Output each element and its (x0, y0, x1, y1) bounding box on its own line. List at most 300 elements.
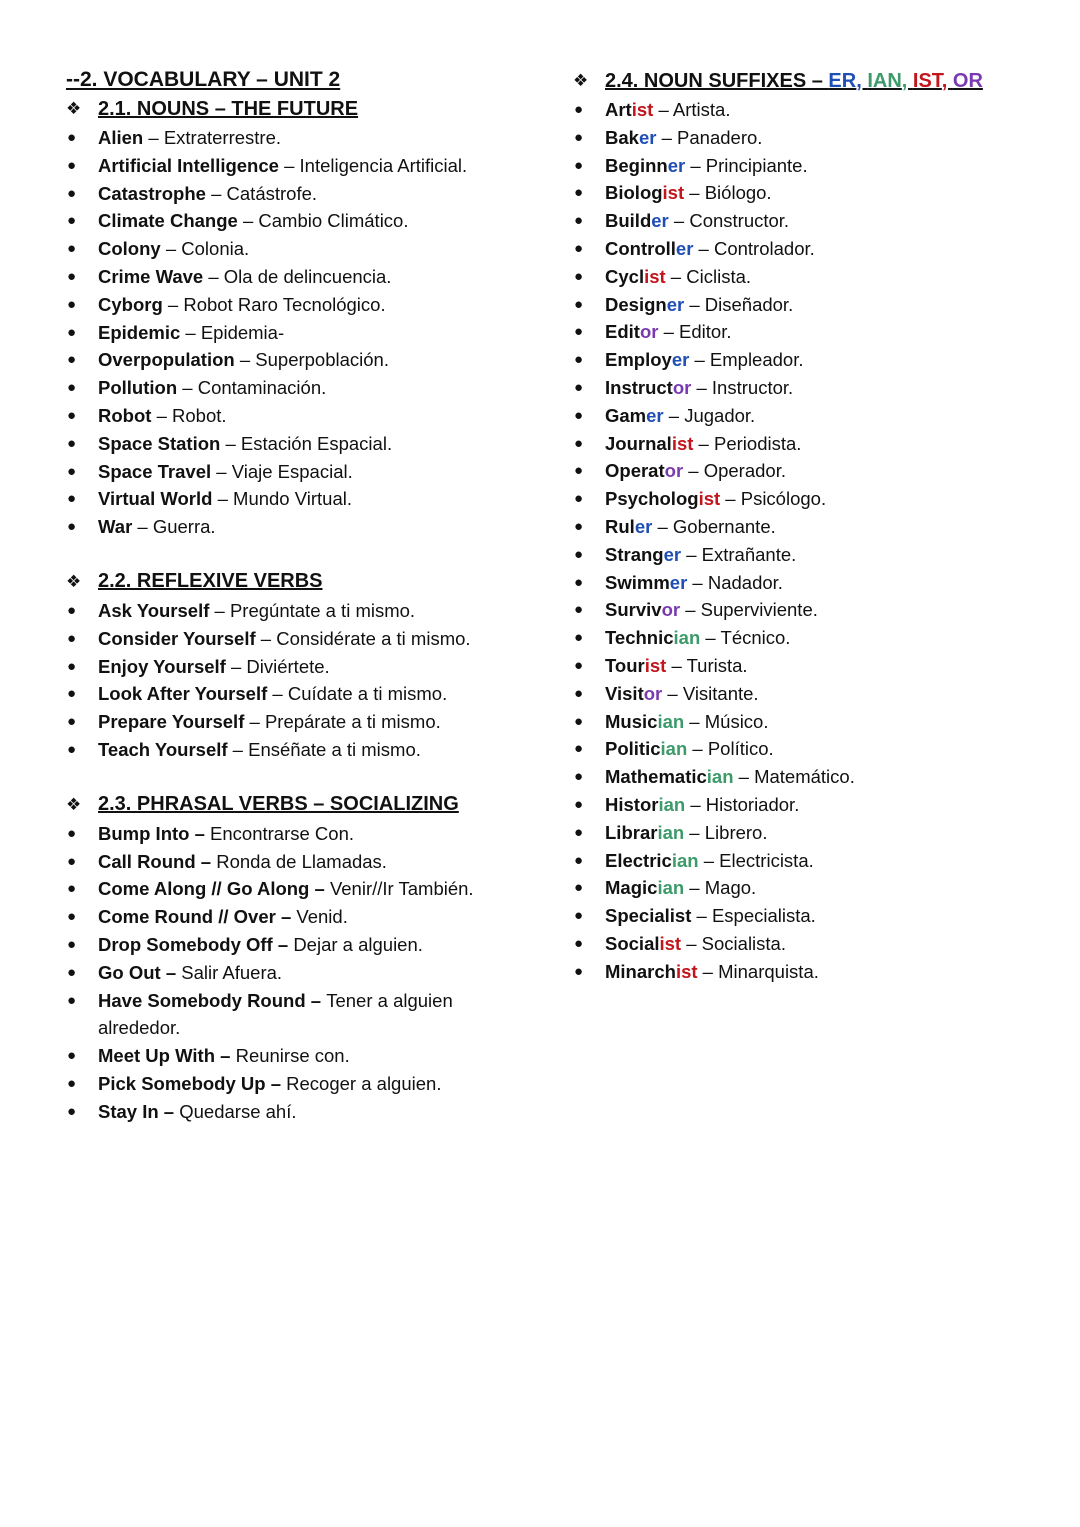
list-item (66, 820, 536, 848)
vocab-translation: Superpoblación. (255, 349, 389, 371)
list-item (66, 485, 536, 513)
bullet-icon: ● (67, 852, 77, 870)
bullet-icon: ● (67, 379, 77, 397)
dash-separator: – (691, 376, 712, 398)
vocab-term (605, 266, 666, 287)
word-stem: Magic (605, 877, 658, 899)
bullet-icon: ● (67, 740, 77, 758)
bullet-icon: ● (67, 601, 77, 619)
dash-separator: – (220, 432, 241, 454)
dash-separator: – (681, 932, 702, 954)
word-suffix: er (671, 349, 690, 371)
vocab-term: Prepare Yourself (98, 711, 245, 733)
word-stem: Specialist (605, 905, 692, 927)
dash-separator: – (309, 878, 330, 900)
dash-separator: – (684, 821, 705, 843)
dash-separator: – (656, 126, 678, 148)
bullet-icon: ● (67, 963, 77, 981)
word-stem: Strang (605, 543, 664, 565)
vocab-term: Space Station (98, 432, 221, 454)
vocab-term: Crime Wave (98, 265, 204, 287)
vocab-term: Robot (98, 404, 152, 426)
bullet-icon: ● (574, 156, 584, 174)
dash-separator: – (160, 961, 182, 983)
list-item (66, 931, 536, 959)
vocab-translation: Inteligencia Artificial. (299, 154, 468, 176)
vocab-term (605, 488, 720, 509)
word-suffix: or (639, 321, 659, 343)
vocab-term: Stay In (98, 1100, 159, 1122)
dash-separator: – (665, 265, 687, 287)
dash-separator: – (662, 682, 683, 704)
vocab-term (605, 349, 689, 370)
vocab-translation: Reunirse con. (235, 1045, 350, 1067)
suffix-list-item (573, 902, 1043, 930)
vocab-translation: Gobernante. (672, 515, 776, 537)
vocab-term (605, 711, 684, 732)
vocab-translation: Extrañante. (701, 543, 797, 565)
vocab-term (605, 294, 684, 315)
vocab-term (605, 683, 662, 704)
vocab-term (605, 544, 681, 565)
vocab-translation: Técnico. (720, 627, 791, 649)
dash-separator: – (160, 238, 182, 260)
word-stem: Instruct (605, 376, 673, 398)
word-suffix: or (664, 460, 684, 482)
vocab-translation: Ciclista. (686, 265, 752, 287)
vocab-translation: Historiador. (705, 793, 800, 815)
word-stem: Histor (605, 793, 659, 815)
bullet-icon: ● (574, 212, 584, 230)
dash-separator: – (215, 1045, 236, 1067)
vocab-translation: Diviértete. (246, 655, 330, 677)
vocab-translation: Socialista. (701, 932, 786, 954)
vocab-term: Drop Somebody Off (98, 933, 273, 955)
suffix-list-item (573, 819, 1043, 847)
vocab-term: Artificial Intelligence (98, 154, 279, 176)
dash-separator: – (278, 154, 300, 176)
word-suffix: er (675, 237, 694, 259)
word-stem: Edit (605, 321, 640, 343)
vocab-translation: Estación Espacial. (240, 432, 393, 454)
word-stem: Social (605, 932, 660, 954)
list-item (66, 597, 536, 625)
vocab-term: War (98, 516, 133, 538)
bullet-icon: ● (574, 378, 584, 396)
bullet-icon: ● (574, 267, 584, 285)
vocab-term: Go Out (98, 961, 161, 983)
bullet-icon: ● (67, 657, 77, 675)
list-item (66, 263, 536, 291)
dash-separator: – (687, 571, 708, 593)
bullet-icon: ● (574, 934, 584, 952)
section-nouns (66, 94, 536, 541)
word-stem: Operat (605, 460, 665, 482)
main-title: --2. VOCABULARY – UNIT 2 (66, 68, 341, 91)
vocab-term: Come Round // Over (98, 906, 276, 928)
vocab-translation: Artista. (672, 99, 731, 120)
word-stem: Tour (605, 654, 645, 676)
vocab-term: Pollution (98, 377, 178, 399)
bullet-icon: ● (574, 740, 584, 758)
vocab-translation: Principiante. (705, 154, 808, 176)
dash-separator: – (653, 99, 673, 120)
vocab-translation: Venid. (296, 906, 348, 928)
vocab-translation: Dejar a alguien. (293, 933, 423, 955)
word-suffix: er (634, 515, 653, 537)
suffix-list-item (573, 124, 1043, 152)
dash-separator: – (143, 127, 164, 148)
bullet-icon: ● (574, 462, 584, 480)
vocab-translation: Operador. (703, 460, 786, 482)
dash-separator: – (684, 877, 705, 899)
word-stem: Build (605, 210, 652, 232)
dash-separator: – (681, 543, 702, 565)
suffix-list-item (573, 318, 1043, 346)
word-stem: Cycl (605, 265, 645, 287)
bullet-icon: ● (67, 406, 77, 424)
vocab-term: Have Somebody Round (98, 989, 306, 1011)
title-suffix-label: OR (952, 69, 983, 92)
vocab-term (605, 961, 698, 982)
word-suffix: or (661, 599, 681, 621)
suffix-list-item (573, 291, 1043, 319)
bullet-icon: ● (67, 1047, 77, 1065)
vocab-list (66, 124, 536, 541)
vocab-translation: Robot Raro Tecnológico. (183, 293, 386, 315)
dash-separator: – (685, 793, 706, 815)
dash-separator: – (687, 738, 708, 760)
bullet-icon: ● (67, 935, 77, 953)
word-stem: Visit (605, 682, 644, 704)
list-item (66, 319, 536, 347)
vocab-term (605, 405, 664, 426)
word-suffix: er (669, 571, 688, 593)
vocab-translation: Cambio Climático. (258, 210, 409, 232)
vocab-translation: Periodista. (714, 432, 802, 454)
title-suffix-label: ER (828, 69, 857, 92)
dash-separator: – (158, 1100, 180, 1122)
bullet-icon: ● (67, 685, 77, 703)
vocab-term: Pick Somebody Up (98, 1072, 266, 1094)
vocab-term (605, 850, 699, 871)
section-title-reflexive-verbs: 2.2. REFLEXIVE VERBS (98, 570, 323, 593)
vocab-term: Ask Yourself (98, 599, 210, 621)
word-suffix: ian (673, 627, 701, 649)
vocab-translation: Guerra. (152, 516, 216, 538)
word-suffix: er (666, 293, 685, 315)
vocab-term: Teach Yourself (98, 738, 228, 760)
vocab-translation: Especialista. (711, 905, 816, 927)
title-suffix-label: , (901, 69, 913, 92)
vocab-term (605, 99, 653, 120)
word-stem: Mathematic (605, 766, 707, 788)
dash-separator: – (693, 237, 714, 259)
word-stem: Rul (605, 515, 635, 537)
bullet-icon: ● (67, 156, 77, 174)
dash-separator: – (162, 293, 184, 315)
bullet-icon: ● (67, 323, 77, 341)
vocab-translation: Recoger a alguien. (286, 1072, 442, 1094)
suffix-list-item (573, 513, 1043, 541)
dash-separator: – (683, 460, 704, 482)
left-column (66, 66, 536, 1126)
vocab-translation: Quedarse ahí. (179, 1100, 297, 1122)
section-title-phrasal-verbs: 2.3. PHRASAL VERBS – SOCIALIZING (98, 793, 459, 816)
vocab-term (605, 627, 700, 648)
vocab-translation: Considérate a ti mismo. (276, 627, 471, 649)
word-suffix: er (667, 154, 686, 176)
vocab-list (66, 597, 536, 764)
vocab-term: Call Round (98, 850, 196, 872)
vocab-term: Epidemic (98, 321, 181, 343)
bullet-icon: ● (574, 823, 584, 841)
suffix-list-item (573, 680, 1043, 708)
section-header (66, 94, 536, 124)
vocab-term (605, 460, 683, 481)
suffix-list-item (573, 457, 1043, 485)
dash-separator: – (209, 599, 230, 621)
bullet-icon: ● (574, 351, 584, 369)
vocab-term: Bump Into (98, 822, 190, 844)
suffix-list-item (573, 763, 1043, 791)
diamond-bullet-icon: ❖ (66, 99, 82, 118)
vocab-translation: Ronda de Llamadas. (216, 850, 387, 872)
vocab-translation: Pregúntate a ti mismo. (229, 599, 416, 621)
vocab-term: Space Travel (98, 460, 212, 482)
vocab-translation: Contaminación. (197, 377, 327, 399)
list-item (66, 402, 536, 430)
suffix-list-item (573, 624, 1043, 652)
vocab-translation: Controlador. (713, 237, 815, 259)
list-item (66, 180, 536, 208)
vocab-translation: Ola de delincuencia. (223, 265, 392, 287)
word-stem: Surviv (605, 599, 662, 621)
bullet-icon: ● (574, 768, 584, 786)
bullet-icon: ● (574, 573, 584, 591)
bullet-icon: ● (67, 629, 77, 647)
title-suffix-label: IST (912, 69, 942, 92)
word-stem: Design (605, 293, 667, 315)
word-suffix: ian (657, 821, 685, 843)
vocab-translation: Turista. (686, 654, 748, 676)
vocab-term (605, 433, 693, 454)
dash-separator: – (151, 404, 173, 426)
bullet-icon: ● (67, 991, 77, 1009)
suffix-list-item (573, 152, 1043, 180)
word-suffix: ist (644, 654, 667, 676)
word-stem: Psycholog (605, 488, 699, 510)
vocab-translation: Encontrarse Con. (210, 822, 354, 844)
word-stem: Journal (605, 432, 672, 454)
vocab-term (605, 766, 734, 787)
bullet-icon: ● (574, 295, 584, 313)
bullet-icon: ● (67, 129, 77, 146)
list-item (66, 152, 536, 180)
vocab-translation: Enséñate a ti mismo. (248, 738, 421, 760)
bullet-icon: ● (67, 490, 77, 508)
vocab-term (605, 182, 684, 203)
list-item (66, 1098, 536, 1126)
vocab-translation: Cuídate a ti mismo. (287, 683, 448, 705)
vocab-translation: Extraterrestre. (163, 127, 282, 148)
bullet-icon: ● (574, 517, 584, 535)
suffix-list-item (573, 96, 1043, 124)
list-item (66, 430, 536, 458)
vocab-term: Come Along // Go Along (98, 878, 310, 900)
vocab-translation: Salir Afuera. (181, 961, 283, 983)
word-stem: Politic (605, 738, 661, 760)
diamond-bullet-icon: ❖ (66, 571, 82, 591)
dash-separator: – (265, 1072, 287, 1094)
bullet-icon: ● (574, 656, 584, 674)
vocab-term (605, 238, 693, 259)
suffix-list-item (573, 874, 1043, 902)
word-suffix: er (663, 543, 682, 565)
suffix-list-item (573, 791, 1043, 819)
dash-separator: – (267, 683, 288, 705)
vocab-translation: Panadero. (677, 126, 763, 148)
dash-separator: – (733, 766, 755, 788)
bullet-icon: ● (574, 795, 584, 813)
suffix-list-item (573, 430, 1043, 458)
vocab-translation: Venir//Ir También. (329, 878, 474, 900)
dash-separator: – (684, 710, 705, 732)
vocab-translation: Visitante. (682, 682, 759, 704)
suffix-list-item (573, 652, 1043, 680)
dash-separator: – (177, 377, 198, 399)
dash-separator: – (668, 210, 690, 232)
dash-separator: – (244, 711, 265, 733)
suffix-vocab-list (573, 96, 1043, 986)
word-suffix: ian (671, 849, 699, 871)
dash-separator: – (225, 655, 247, 677)
suffix-list-item (573, 207, 1043, 235)
bullet-icon: ● (574, 851, 584, 869)
dash-separator: – (658, 321, 680, 343)
vocab-translation: Nadador. (707, 571, 783, 593)
bullet-icon: ● (67, 184, 77, 202)
vocab-translation: Superviviente. (700, 599, 818, 621)
list-item (66, 680, 536, 708)
dash-separator: – (684, 182, 705, 204)
vocab-translation: Instructor. (711, 376, 794, 398)
list-item (66, 458, 536, 486)
vocab-term (605, 127, 656, 148)
vocab-term: Consider Yourself (98, 627, 256, 649)
word-stem: Gam (605, 404, 647, 426)
bullet-icon: ● (574, 601, 584, 619)
dash-separator: – (180, 321, 201, 343)
dash-separator: – (685, 154, 706, 176)
word-stem: Employ (605, 349, 672, 371)
vocab-term: Look After Yourself (98, 683, 268, 705)
bullet-icon: ● (574, 684, 584, 702)
bullet-icon: ● (67, 1074, 77, 1092)
dash-separator: – (720, 488, 741, 510)
section-phrasal-verbs (66, 790, 536, 1126)
vocab-term: Enjoy Yourself (98, 655, 226, 677)
word-suffix: ian (657, 710, 685, 732)
list-item (66, 291, 536, 319)
vocab-term (605, 877, 684, 898)
word-stem: Technic (605, 627, 674, 649)
dash-separator: – (697, 960, 719, 982)
dash-separator: – (663, 404, 685, 426)
list-item (66, 374, 536, 402)
word-suffix: ist (671, 432, 694, 454)
bullet-icon: ● (574, 101, 584, 118)
list-item (66, 346, 536, 374)
vocab-term (605, 210, 669, 231)
word-suffix: er (651, 210, 669, 232)
bullet-icon: ● (574, 323, 584, 341)
vocab-term (605, 572, 687, 593)
vocab-translation: Prepárate a ti mismo. (264, 711, 441, 733)
word-stem: Electric (605, 849, 672, 871)
word-stem: Swimm (605, 571, 670, 593)
word-stem: Beginn (605, 154, 668, 176)
dash-separator: – (684, 293, 705, 315)
dash-separator: – (234, 349, 256, 371)
vocab-term: Meet Up With (98, 1045, 215, 1067)
word-suffix: ian (706, 766, 734, 788)
bullet-icon: ● (67, 713, 77, 731)
dash-separator: – (212, 488, 234, 510)
word-stem: Librar (605, 821, 658, 843)
dash-separator: – (698, 849, 720, 871)
bullet-icon: ● (67, 824, 77, 842)
bullet-icon: ● (67, 267, 77, 285)
vocab-term (605, 377, 691, 398)
vocab-translation: Constructor. (689, 210, 790, 232)
vocab-term: Virtual World (98, 488, 213, 510)
dash-separator: – (205, 182, 227, 204)
vocab-term (605, 905, 691, 926)
section-reflexive-verbs (66, 567, 536, 764)
bullet-icon: ● (67, 212, 77, 230)
suffix-list-item (573, 541, 1043, 569)
bullet-icon: ● (67, 351, 77, 369)
bullet-icon: ● (574, 962, 584, 980)
list-item (66, 736, 536, 764)
section-header (66, 790, 536, 820)
dash-separator: – (693, 432, 714, 454)
vocab-translation: Tener a alguien alrededor. (98, 989, 453, 1039)
right-column (573, 66, 1043, 986)
vocab-term: Alien (98, 127, 144, 148)
suffix-list-item (573, 569, 1043, 597)
dash-separator: – (211, 460, 232, 482)
vocab-translation: Matemático. (754, 766, 855, 788)
vocab-term (605, 155, 685, 176)
word-suffix: ist (662, 182, 685, 204)
suffix-list-item (573, 847, 1043, 875)
dash-separator: – (689, 349, 710, 371)
bullet-icon: ● (574, 490, 584, 508)
vocab-term (605, 738, 687, 759)
diamond-bullet-icon: ❖ (66, 794, 82, 814)
word-suffix: or (643, 682, 663, 704)
vocab-term: Cyborg (98, 293, 163, 315)
suffix-list-item (573, 402, 1043, 430)
vocab-term (605, 933, 681, 954)
list-item (66, 235, 536, 263)
suffix-list-item (573, 485, 1043, 513)
list-item (66, 513, 536, 541)
vocab-translation: Mago. (704, 877, 757, 899)
dash-separator: – (255, 627, 277, 649)
